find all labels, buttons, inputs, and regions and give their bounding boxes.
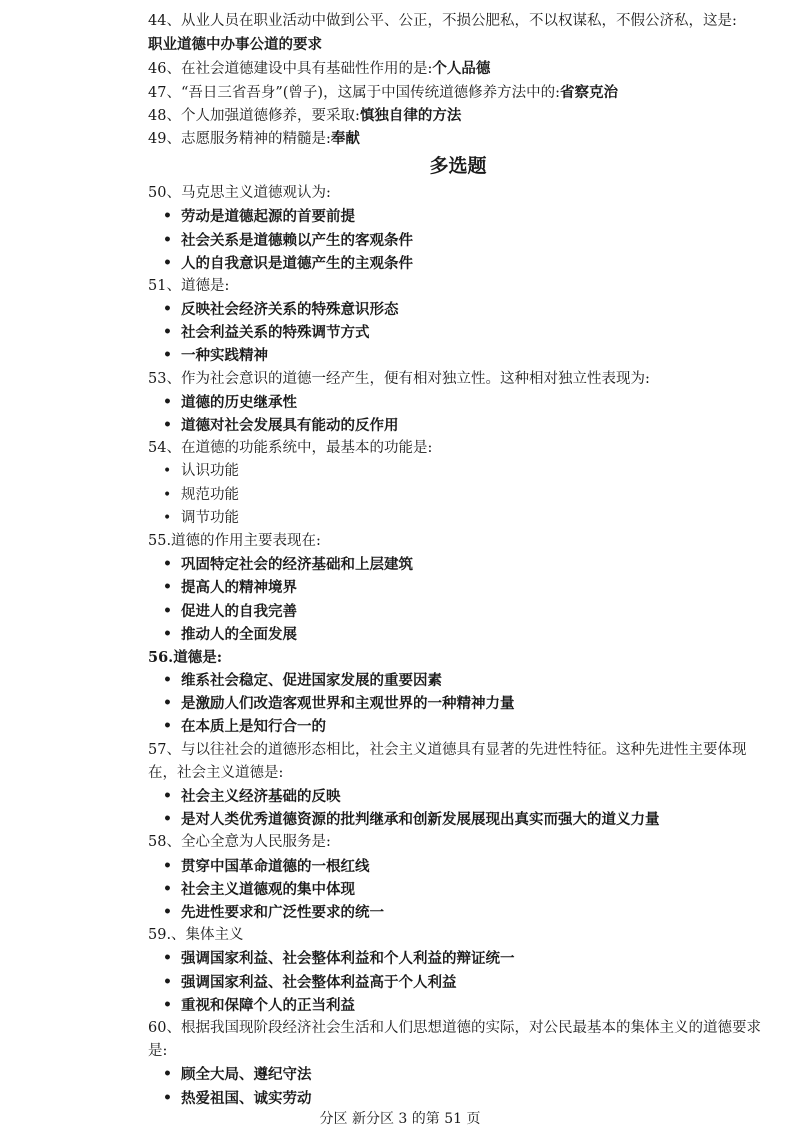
question-55 <box>148 530 768 646</box>
bullet-icon: • <box>163 324 172 341</box>
bullet-icon: • <box>163 556 172 573</box>
question-answer: 慎独自律的方法 <box>359 106 462 124</box>
option-text: 道德的历史继承性 <box>181 393 297 411</box>
bullet-icon: • <box>163 811 172 828</box>
question-prompt: 56.道德是: <box>148 648 223 666</box>
question-prompt: 50、马克思主义道德观认为: <box>148 185 331 202</box>
option-item <box>148 947 768 970</box>
bullet-icon: • <box>163 208 172 225</box>
option-item <box>148 553 768 576</box>
bullet-icon: • <box>163 996 172 1013</box>
question-56 <box>148 646 768 739</box>
option-item <box>148 878 768 901</box>
option-item <box>148 298 768 321</box>
question-text: 46、在社会道德建设中具有基础性作用的是: <box>148 61 433 78</box>
option-item <box>148 391 768 414</box>
option-list <box>148 205 768 275</box>
option-list <box>148 391 768 437</box>
option-item <box>148 252 768 275</box>
option-list <box>148 1063 768 1109</box>
option-text: 巩固特定社会的经济基础和上层建筑 <box>181 556 413 574</box>
bullet-icon: • <box>163 1066 172 1083</box>
option-item <box>148 229 768 252</box>
option-text: 社会关系是道德赖以产生的客观条件 <box>181 231 413 249</box>
option-text: 是激励人们改造客观世界和主观世界的一种精神力量 <box>181 695 515 713</box>
bullet-icon: • <box>163 1089 172 1106</box>
option-item <box>148 460 768 483</box>
option-text: 维系社会稳定、促进国家发展的重要因素 <box>181 672 442 690</box>
question-prompt: 59.、集体主义 <box>148 927 244 944</box>
question-60 <box>148 1017 768 1110</box>
bullet-icon: • <box>163 393 172 410</box>
bullet-icon: • <box>163 718 172 735</box>
question-50 <box>148 182 768 275</box>
option-item <box>148 205 768 228</box>
option-text: 顾全大局、遵纪守法 <box>181 1066 312 1084</box>
option-text: 一种实践精神 <box>181 347 268 365</box>
question-prompt <box>148 10 768 57</box>
question-prompt: 57、与以往社会的道德形态相比，社会主义道德具有显著的先进性特征。这种先进性主要体现在，社会主义道德是: <box>148 741 747 781</box>
page-footer: 分区 新分区 3 的第 51 页 <box>319 1111 481 1127</box>
bullet-icon: • <box>163 602 172 619</box>
bullet-icon: • <box>163 417 172 434</box>
option-text: 社会主义经济基础的反映 <box>181 788 341 806</box>
option-item <box>148 785 768 808</box>
question-prompt: 55.道德的作用主要表现在: <box>148 532 321 549</box>
bullet-icon: • <box>163 880 172 897</box>
question-44 <box>148 10 768 57</box>
option-item <box>148 715 768 738</box>
bullet-icon: • <box>163 857 172 874</box>
question-text: 44、从业人员在职业活动中做到公平、公正，不损公肥私，不以权谋私，不假公济私，这是: <box>148 13 737 29</box>
option-text: 强调国家利益、社会整体利益和个人利益的辩证统一 <box>181 950 515 968</box>
question-answer: 奉献 <box>330 129 360 147</box>
question-49 <box>148 127 768 150</box>
bullet-icon: • <box>163 231 172 248</box>
bullet-icon: • <box>163 904 172 920</box>
question-46 <box>148 57 768 80</box>
option-item <box>148 855 768 878</box>
bullet-icon: • <box>163 254 172 271</box>
option-item <box>148 808 768 831</box>
question-51 <box>148 275 768 368</box>
question-prompt: 51、道德是: <box>148 277 230 294</box>
bullet-icon: • <box>163 301 172 318</box>
option-text: 人的自我意识是道德产生的主观条件 <box>181 254 413 272</box>
option-item <box>148 1063 768 1086</box>
option-item <box>148 669 768 692</box>
option-item <box>148 994 768 1017</box>
option-text: 提高人的精神境界 <box>181 579 297 597</box>
question-53 <box>148 368 768 438</box>
question-59 <box>148 924 768 1017</box>
option-item <box>148 321 768 344</box>
option-text: 强调国家利益、社会整体利益高于个人利益 <box>181 973 457 991</box>
question-answer: 职业道德中办事公道的要求 <box>148 36 322 54</box>
option-text: 反映社会经济关系的特殊意识形态 <box>181 301 399 319</box>
multi-choice-section <box>148 182 768 1110</box>
option-list <box>148 947 768 1017</box>
option-item <box>148 901 768 924</box>
option-text: 是对人类优秀道德资源的批判继承和创新发展展现出真实而强大的道义力量 <box>181 811 660 829</box>
question-47 <box>148 81 768 104</box>
option-text: 热爱祖国、诚实劳动 <box>181 1089 312 1107</box>
question-48 <box>148 104 768 127</box>
option-list <box>148 669 768 739</box>
option-text: 先进性要求和广泛性要求的统一 <box>181 904 384 921</box>
question-57 <box>148 739 768 832</box>
question-text: 48、个人加强道德修养，要采取: <box>148 107 360 124</box>
option-list <box>148 553 768 646</box>
option-list <box>148 855 768 925</box>
question-text: 49、志愿服务精神的精髓是: <box>148 130 331 147</box>
option-text: 规范功能 <box>181 486 239 503</box>
option-item <box>148 576 768 599</box>
question-text: 47、“吾日三省吾身”(曾子)，这属于中国传统道德修养方法中的: <box>148 84 560 101</box>
question-58 <box>148 831 768 924</box>
bullet-icon: • <box>163 695 172 712</box>
bullet-icon: • <box>163 509 172 526</box>
option-text: 调节功能 <box>181 509 239 526</box>
option-list <box>148 785 768 831</box>
option-item <box>148 414 768 437</box>
option-text: 促进人的自我完善 <box>181 602 297 620</box>
option-item <box>148 344 768 367</box>
option-list <box>148 298 768 368</box>
option-text: 贯穿中国革命道德的一根红线 <box>181 857 370 875</box>
bullet-icon: • <box>163 347 172 364</box>
option-text: 认识功能 <box>181 463 239 480</box>
option-text: 道德对社会发展具有能动的反作用 <box>181 417 399 435</box>
bullet-icon: • <box>163 486 172 503</box>
option-text: 重视和保障个人的正当利益 <box>181 996 355 1014</box>
question-prompt: 60、根据我国现阶段经济社会生活和人们思想道德的实际，对公民最基本的集体主义的道德要求是: <box>148 1019 761 1060</box>
option-text: 社会主义道德观的集中体现 <box>181 880 355 898</box>
option-text: 推动人的全面发展 <box>181 625 297 643</box>
bullet-icon: • <box>163 625 172 642</box>
question-answer: 个人品德 <box>432 60 491 78</box>
bullet-icon: • <box>163 672 172 689</box>
option-item <box>148 600 768 623</box>
section-heading: 多选题 <box>429 155 487 178</box>
bullet-icon: • <box>163 950 172 967</box>
option-text: 劳动是道德起源的首要前提 <box>181 208 355 226</box>
option-list <box>148 460 768 530</box>
question-prompt: 53、作为社会意识的道德一经产生，便有相对独立性。这种相对独立性表现为: <box>148 370 650 387</box>
question-prompt: 58、全心全意为人民服务是: <box>148 834 331 851</box>
option-item <box>148 623 768 646</box>
bullet-icon: • <box>163 973 172 990</box>
option-text: 在本质上是知行合一的 <box>181 718 326 736</box>
question-prompt: 54、在道德的功能系统中，最基本的功能是: <box>148 440 433 457</box>
page-content <box>148 10 768 1110</box>
question-answer: 省察克治 <box>559 83 618 101</box>
option-item <box>148 692 768 715</box>
option-item <box>148 971 768 994</box>
bullet-icon: • <box>163 579 172 596</box>
bullet-icon: • <box>163 463 172 480</box>
option-item <box>148 1087 768 1110</box>
option-text: 社会利益关系的特殊调节方式 <box>181 324 370 342</box>
bullet-icon: • <box>163 788 172 805</box>
option-item <box>148 507 768 530</box>
question-54 <box>148 437 768 530</box>
option-item <box>148 484 768 507</box>
